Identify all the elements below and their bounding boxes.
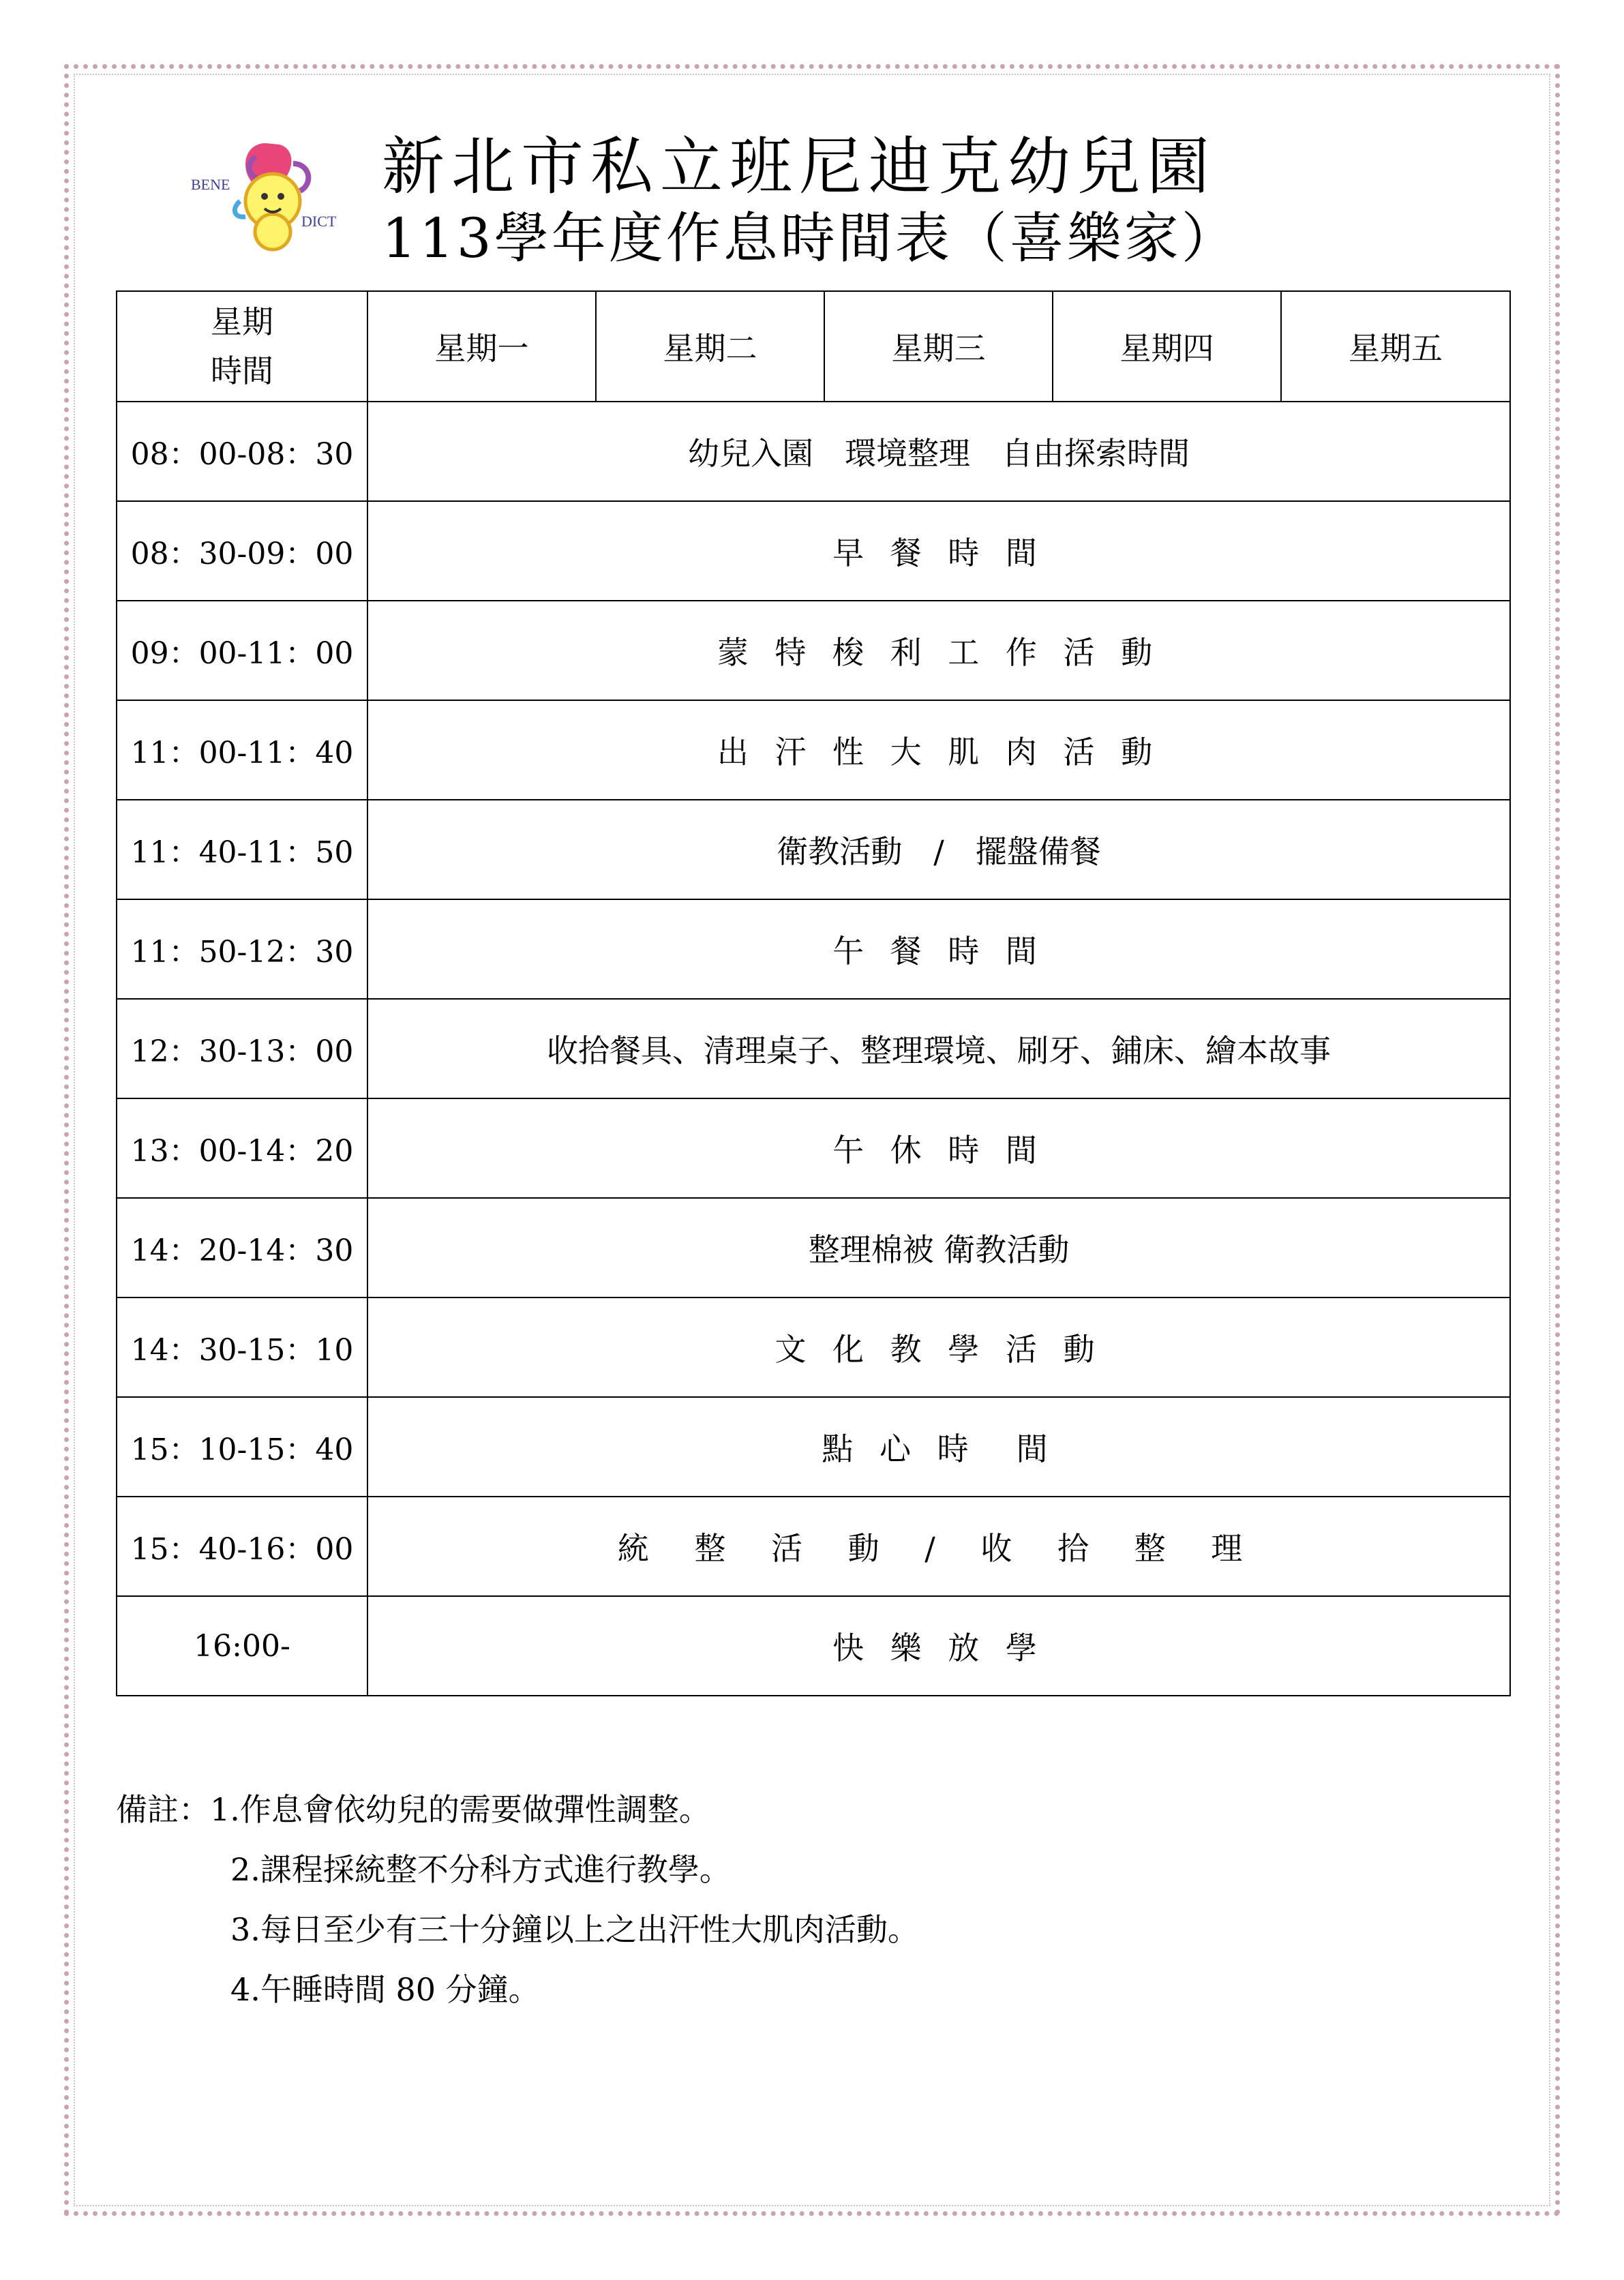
- day-header-wednesday: 星期三: [824, 291, 1053, 402]
- time-cell: 11：50-12：30: [117, 899, 367, 999]
- activity-cell: 幼兒入園 環境整理 自由探索時間: [367, 402, 1510, 501]
- page-subtitle: 113學年度作息時間表（喜樂家）: [382, 207, 1239, 270]
- note-item: 4.午睡時間 80 分鐘。: [230, 1971, 540, 2008]
- activity-cell: 衛教活動 / 擺盤備餐: [367, 800, 1510, 899]
- time-cell: 11：00-11：40: [117, 700, 367, 800]
- time-cell: 14：20-14：30: [117, 1198, 367, 1298]
- table-row: [117, 899, 1510, 999]
- time-cell: 08：30-09：00: [117, 501, 367, 601]
- time-cell: 15：40-16：00: [117, 1497, 367, 1596]
- logo-text-right: DICT: [301, 213, 337, 230]
- logo-mascot-icon: [191, 136, 355, 252]
- table-row: [117, 1397, 1510, 1497]
- day-header-thursday: 星期四: [1053, 291, 1281, 402]
- activity-cell: 統 整 活 動 / 收 拾 整 理: [367, 1497, 1510, 1596]
- activity-cell: 早 餐 時 間: [367, 501, 1510, 601]
- activity-cell: 午 休 時 間: [367, 1098, 1510, 1198]
- table-row: [117, 1098, 1510, 1198]
- table-row: [117, 1298, 1510, 1397]
- table-row: [117, 700, 1510, 800]
- corner-bottom-label: 時間: [211, 352, 273, 389]
- table-header-row: [117, 291, 1510, 402]
- table-row: [117, 1497, 1510, 1596]
- table-row: [117, 601, 1510, 700]
- kindergarten-logo: [191, 136, 355, 252]
- notes-label: 備註：: [116, 1791, 210, 1828]
- activity-cell: 收拾餐具、清理桌子、整理環境、刷牙、鋪床、繪本故事: [367, 999, 1510, 1098]
- time-cell: 14：30-15：10: [117, 1298, 367, 1397]
- activity-cell: 出 汗 性 大 肌 肉 活 動: [367, 700, 1510, 800]
- table-row: [117, 800, 1510, 899]
- corner-cell: [117, 291, 367, 402]
- note-item: 2.課程採統整不分科方式進行教學。: [230, 1851, 731, 1888]
- corner-top-label: 星期: [211, 303, 273, 340]
- day-header-friday: 星期五: [1281, 291, 1510, 402]
- time-cell: 12：30-13：00: [117, 999, 367, 1098]
- activity-cell: 午 餐 時 間: [367, 899, 1510, 999]
- time-cell: 11：40-11：50: [117, 800, 367, 899]
- table-row: [117, 1596, 1510, 1696]
- time-cell: 13：00-14：20: [117, 1098, 367, 1198]
- logo-text-left: BENE: [191, 176, 230, 193]
- notes-section: [116, 1780, 919, 2020]
- time-cell: 16:00-: [117, 1596, 367, 1696]
- activity-cell: 蒙 特 梭 利 工 作 活 動: [367, 601, 1510, 700]
- day-header-monday: 星期一: [367, 291, 596, 402]
- table-row: [117, 402, 1510, 501]
- time-cell: 09：00-11：00: [117, 601, 367, 700]
- day-header-tuesday: 星期二: [596, 291, 824, 402]
- table-row: [117, 501, 1510, 601]
- table-row: [117, 999, 1510, 1098]
- activity-cell: 點 心 時 間: [367, 1397, 1510, 1497]
- note-line: [116, 1780, 919, 1840]
- time-cell: 08：00-08：30: [117, 402, 367, 501]
- page-title: 新北市私立班尼迪克幼兒園: [382, 130, 1217, 203]
- activity-cell: 整理棉被 衛教活動: [367, 1198, 1510, 1298]
- activity-cell: 文 化 教 學 活 動: [367, 1298, 1510, 1397]
- note-item: 1.作息會依幼兒的需要做彈性調整。: [210, 1791, 710, 1828]
- note-item: 3.每日至少有三十分鐘以上之出汗性大肌肉活動。: [230, 1911, 919, 1948]
- table-row: [117, 1198, 1510, 1298]
- activity-cell: 快 樂 放 學: [367, 1596, 1510, 1696]
- time-cell: 15：10-15：40: [117, 1397, 367, 1497]
- schedule-table: [116, 290, 1511, 1696]
